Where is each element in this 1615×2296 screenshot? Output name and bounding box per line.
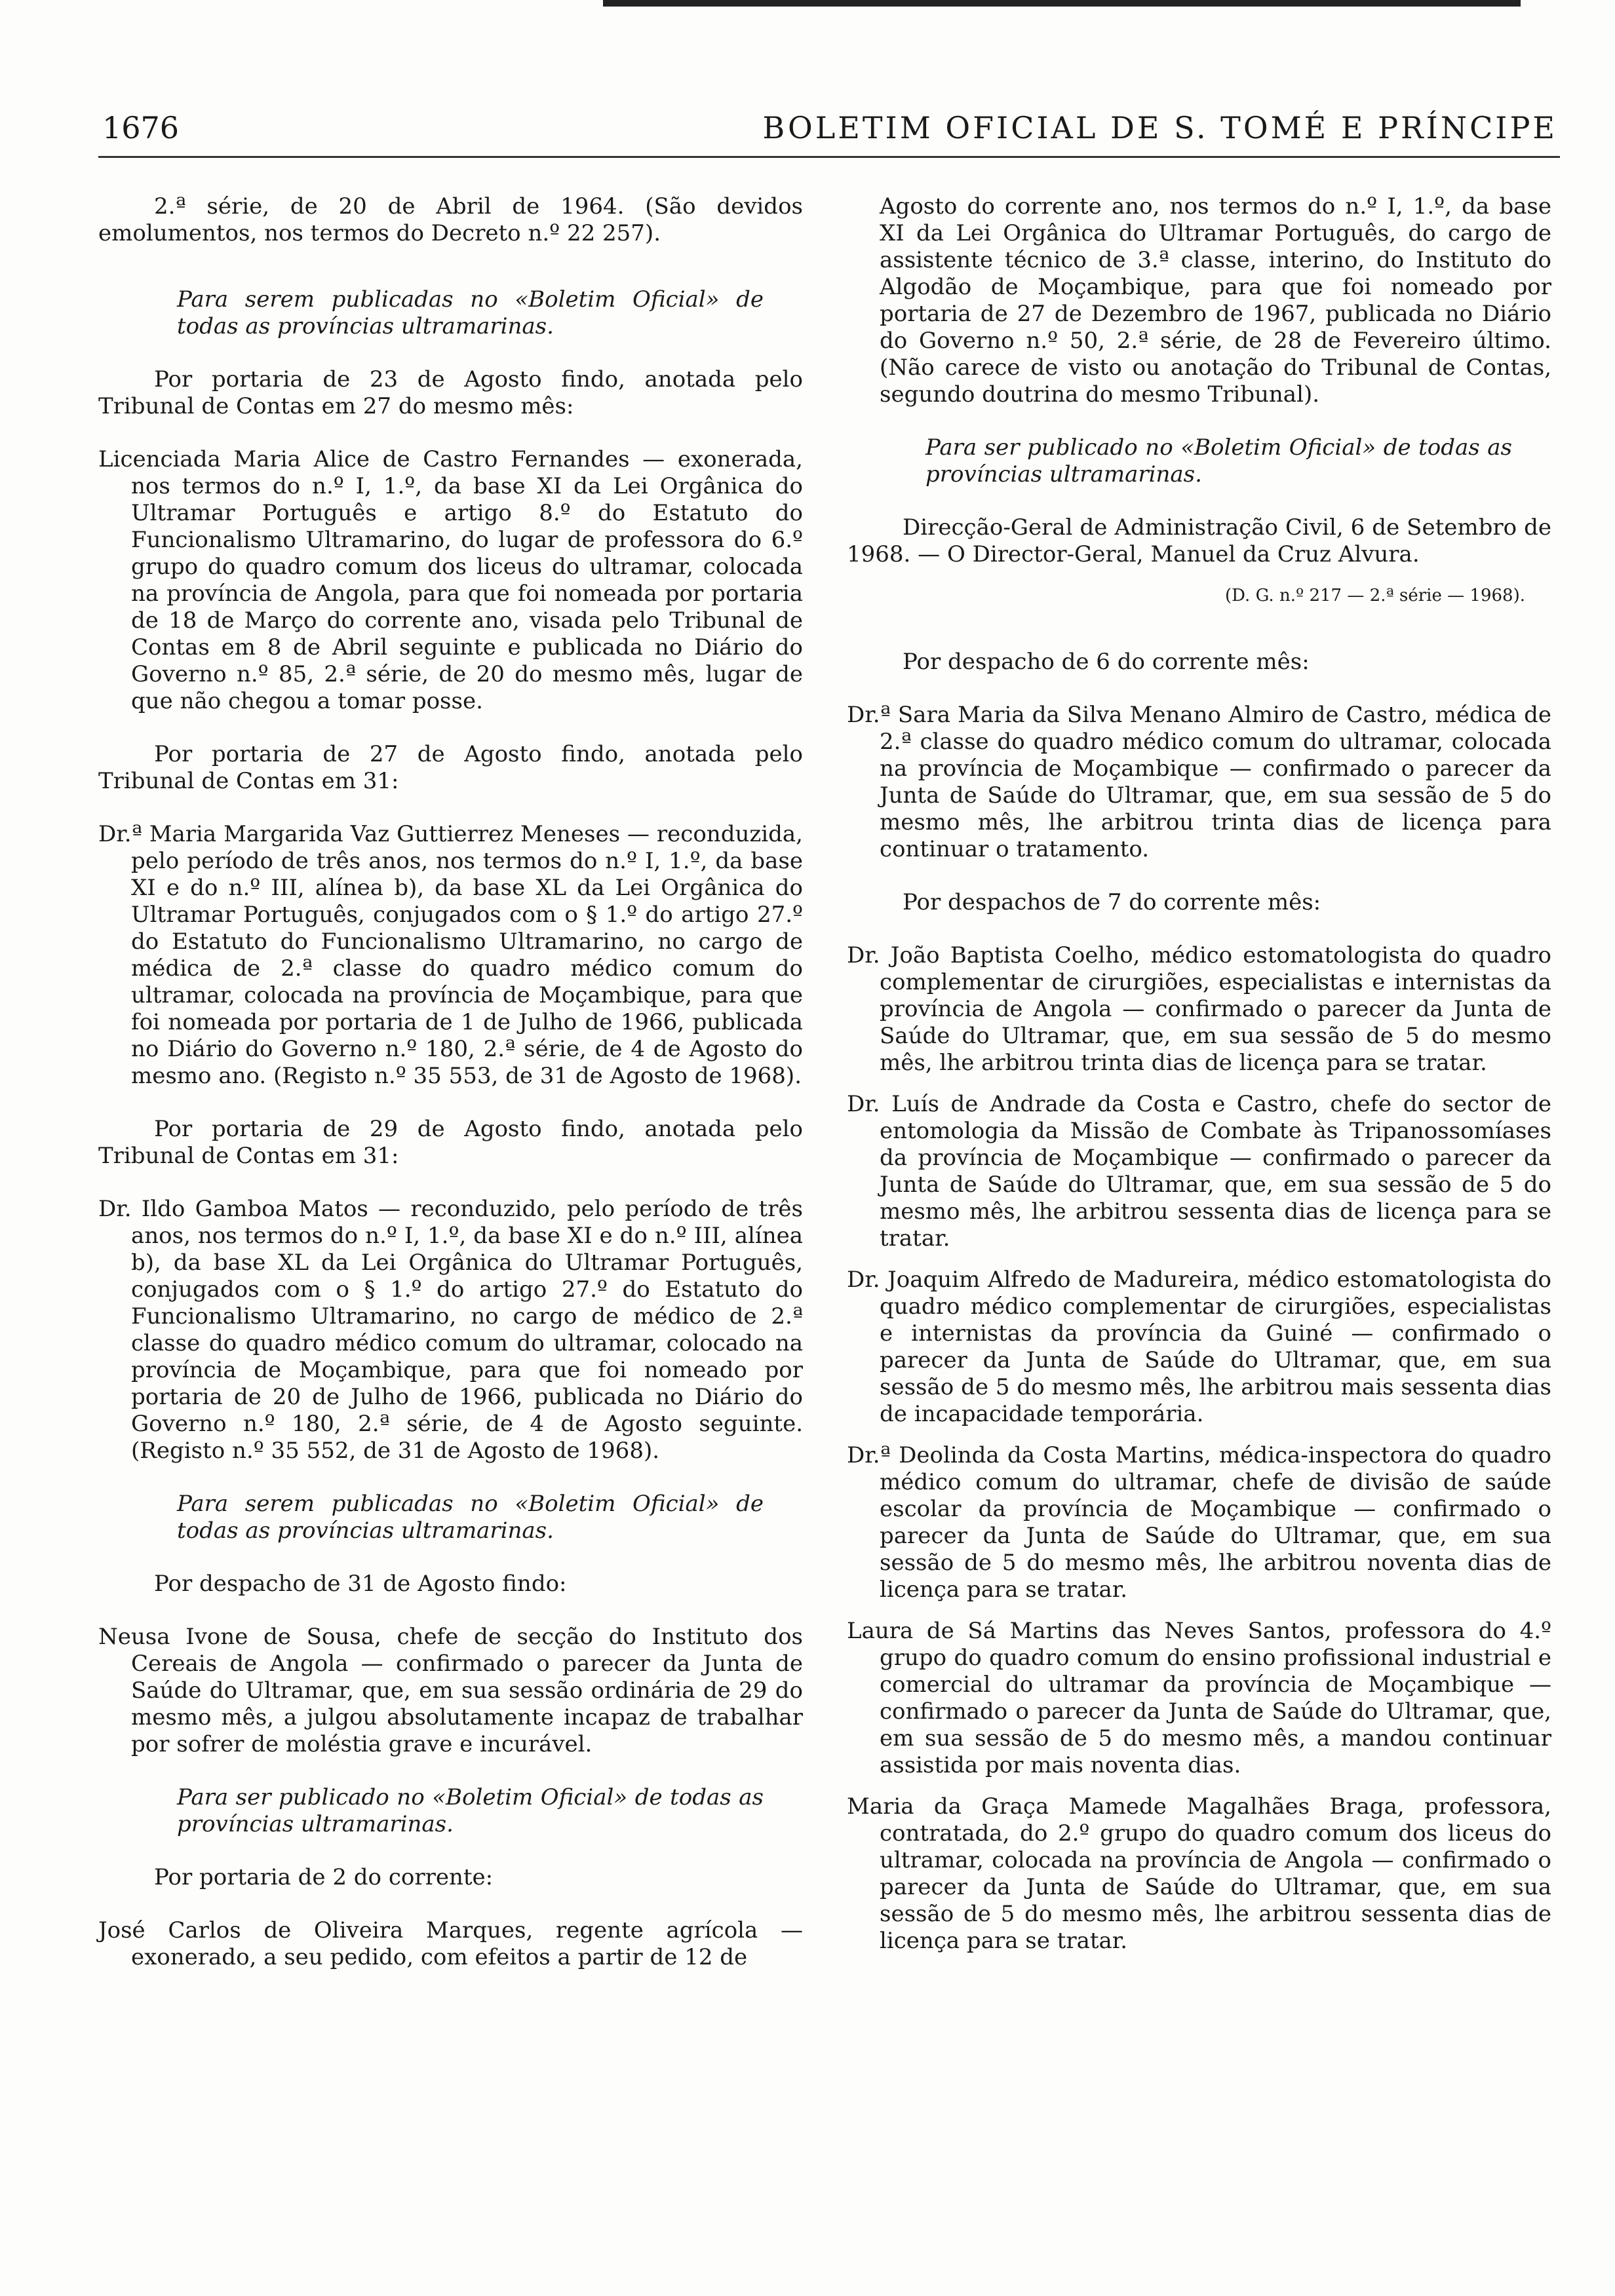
entry: Licenciada Maria Alice de Castro Fernandes — exonerada, nos termos do n.º I, 1.º, da base XI da Lei Orgânica do Ultramar Português e artigo 8.º do Estatuto do Funcionalismo Ultramarino, do lugar de professora do 6.º grupo do quadro comum dos liceus do ultramar, colocada na província de Angola, para que foi nomeada por portaria de 18 de Março do corrente ano, visada pelo Tribunal de Contas em 8 de Abril seguinte e publicada no Diário do Governo n.º 85, 2.ª série, de 20 do mesmo mês, lugar de que não chegou a tomar posse. [98, 446, 803, 714]
entry-continued: Agosto do corrente ano, nos termos do n.º I, 1.º, da base XI da Lei Orgânica do Ultramar Português, do cargo de assistente técnico de 3.ª classe, interino, do Instituto do Algodão de Moçambique, para que foi nomeado por portaria de 27 de Dezembro de 1967, publicada no Diário do Governo n.º 50, 2.ª série, de 28 de Fevereiro último. (Não carece de visto ou anotação do Tribunal de Contas, segundo doutrina do mesmo Tribunal). [880, 193, 1551, 408]
portaria-intro: Por portaria de 2 do corrente: [154, 1864, 494, 1890]
left-column [98, 193, 803, 1971]
portaria-intro: Por portaria de 29 de Agosto findo, anotada pelo Tribunal de Contas em 31: [98, 1116, 803, 1169]
source-reference: (D. G. n.º 217 — 2.ª série — 1968). [1224, 586, 1525, 605]
publication-note: Para serem publicadas no «Boletim Oficial» de todas as províncias ultramarinas. [177, 1491, 764, 1544]
entry: Dr.ª Sara Maria da Silva Menano Almiro de Castro, médica de 2.ª classe do quadro médico comum do ultramar, colocada na província de Moçambique — confirmado o parecer da Junta de Saúde do Ultramar, que, em sua sessão de 5 do mesmo mês, lhe arbitrou trinta dias de licença para continuar o tratamento. [847, 702, 1551, 862]
entry: Dr. Luís de Andrade da Costa e Castro, chefe do sector de entomologia da Missão de Combate às Tripanossomíases da província de Moçambique — confirmado o parecer da Junta de Saúde do Ultramar, que, em sua sessão de 5 do mesmo mês, lhe arbitrou sessenta dias de licença para se tratar. [847, 1091, 1551, 1252]
running-title: BOLETIM OFICIAL DE S. TOMÉ E PRÍNCIPE [762, 110, 1557, 145]
publication-note: Para ser publicado no «Boletim Oficial» de todas as províncias ultramarinas. [177, 1784, 764, 1837]
portaria-intro: Por portaria de 23 de Agosto findo, anotada pelo Tribunal de Contas em 27 do mesmo mês: [98, 366, 803, 419]
entry: Dr. Joaquim Alfredo de Madureira, médico estomatologista do quadro médico complementar de cirurgiões, especialistas e internistas da província da Guiné — confirmado o parecer da Junta de Saúde do Ultramar, que, em sua sessão de 5 do mesmo mês, lhe arbitrou mais sessenta dias de incapacidade temporária. [847, 1267, 1551, 1427]
entry: Dr. Ildo Gamboa Matos — reconduzido, pelo período de três anos, nos termos do n.º I, 1.º, da base XI e do n.º III, alínea b), da base XL da Lei Orgânica do Ultramar Português, conjugados com o § 1.º do artigo 27.º do Estatuto do Funcionalismo Ultramarino, no cargo de médico de 2.ª classe do quadro médico comum do ultramar, colocado na província de Moçambique, para que foi nomeado por portaria de 20 de Julho de 1966, publicada no Diário do Governo n.º 180, 2.ª série, de 4 de Agosto seguinte. (Registo n.º 35 552, de 31 de Agosto de 1968). [98, 1196, 803, 1464]
entry: Laura de Sá Martins das Neves Santos, professora do 4.º grupo do quadro comum do ensino profissional industrial e comercial do ultramar da província de Moçambique — confirmado o parecer da Junta de Saúde do Ultramar, que, em sua sessão de 5 do mesmo mês, a mandou continuar assistida por mais noventa dias. [847, 1618, 1551, 1778]
despacho-intro: Por despacho de 6 do corrente mês: [903, 649, 1310, 675]
entry: Maria da Graça Mamede Magalhães Braga, professora, contratada, do 2.º grupo do quadro comum dos liceus do ultramar, colocada na província de Angola — confirmado o parecer da Junta de Saúde do Ultramar, que, em sua sessão de 5 do mesmo mês, lhe arbitrou sessenta dias de licença para se tratar. [847, 1793, 1551, 1954]
entry: Dr.ª Deolinda da Costa Martins, médica-inspectora do quadro médico comum do ultramar, chefe de divisão de saúde escolar da província de Moçambique — confirmado o parecer da Junta de Saúde do Ultramar, que, em sua sessão de 5 do mesmo mês, lhe arbitrou noventa dias de licença para se tratar. [847, 1442, 1551, 1603]
publication-note: Para ser publicado no «Boletim Oficial» de todas as províncias ultramarinas. [925, 434, 1512, 488]
entry: Dr.ª Maria Margarida Vaz Guttierrez Meneses — reconduzida, pelo período de três anos, nos termos do n.º I, 1.º, da base XI e do n.º III, alínea b), da base XL da Lei Orgânica do Ultramar Português, conjugados com o § 1.º do artigo 27.º do Estatuto do Funcionalismo Ultramarino, no cargo de médica de 2.ª classe do quadro médico comum do ultramar, colocada na província de Moçambique, para que foi nomeada por portaria de 1 de Julho de 1966, publicada no Diário do Governo n.º 180, 2.ª série, de 4 de Agosto do mesmo ano. (Registo n.º 35 553, de 31 de Agosto de 1968). [98, 821, 803, 1089]
signature-line: Direcção-Geral de Administração Civil, 6 de Setembro de 1968. — O Director-Geral, Manuel da Cruz Alvura. [847, 514, 1551, 567]
right-column [847, 193, 1551, 1955]
despacho-intro: Por despachos de 7 do corrente mês: [903, 889, 1321, 915]
top-scan-border [603, 0, 1521, 7]
entry: José Carlos de Oliveira Marques, regente agrícola — exonerado, a seu pedido, com efeitos a partir de 12 de [98, 1917, 803, 1970]
paragraph: 2.ª série, de 20 de Abril de 1964. (São devidos emolumentos, nos termos do Decreto n.º 22 257). [98, 193, 803, 246]
entry: Neusa Ivone de Sousa, chefe de secção do Instituto dos Cereais de Angola — confirmado o parecer da Junta de Saúde do Ultramar, que, em sua sessão ordinária de 29 do mesmo mês, a julgou absolutamente incapaz de trabalhar por sofrer de moléstia grave e incurável. [98, 1624, 803, 1757]
portaria-intro: Por portaria de 27 de Agosto findo, anotada pelo Tribunal de Contas em 31: [98, 741, 803, 794]
page-number: 1676 [102, 110, 180, 145]
despacho-intro: Por despacho de 31 de Agosto findo: [154, 1571, 567, 1597]
header-rule [98, 156, 1560, 158]
entry: Dr. João Baptista Coelho, médico estomatologista do quadro complementar de cirurgiões, especialistas e internistas da província de Angola — confirmado o parecer da Junta de Saúde do Ultramar, que, em sua sessão de 5 do mesmo mês, lhe arbitrou trinta dias de licença para se tratar. [847, 942, 1551, 1076]
publication-note: Para serem publicadas no «Boletim Oficial» de todas as províncias ultramarinas. [177, 286, 764, 339]
page-header [102, 106, 1557, 152]
